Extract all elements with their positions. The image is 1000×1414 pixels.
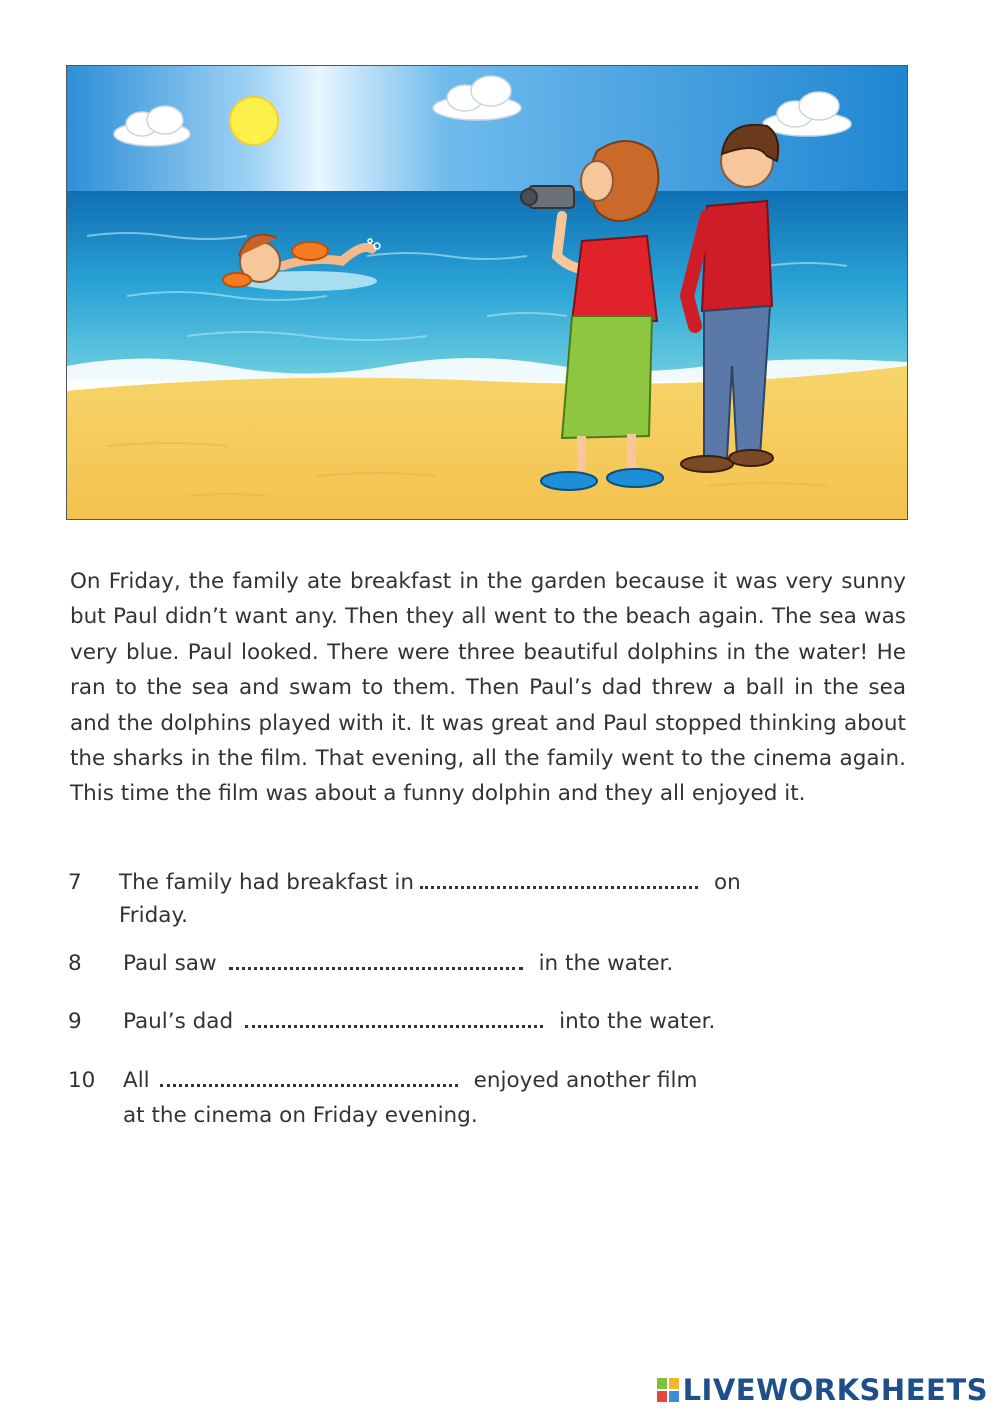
question-text-line2: Friday. <box>119 903 188 928</box>
question-10 <box>68 1068 768 1138</box>
question-number: 7 <box>68 870 82 895</box>
answer-blank[interactable] <box>245 1009 543 1028</box>
liveworksheets-logo-icon <box>657 1378 679 1402</box>
beach-scene-illustration <box>67 66 907 519</box>
answer-blank[interactable] <box>420 870 698 889</box>
question-text-after: on <box>713 870 741 895</box>
question-text-before: Paul saw <box>123 951 217 976</box>
answer-blank[interactable] <box>229 951 523 970</box>
question-text-line2: at the cinema on Friday evening. <box>123 1103 478 1128</box>
question-text-before: All <box>123 1068 150 1093</box>
question-text-before: The family had breakfast in <box>119 870 414 895</box>
sun-icon <box>230 97 278 145</box>
question-8 <box>68 951 768 987</box>
question-text-after: enjoyed another film <box>473 1068 698 1093</box>
brand-name: LIVEWORKSHEETS <box>682 1373 988 1407</box>
question-text-before: Paul’s dad <box>123 1009 234 1034</box>
question-number: 9 <box>68 1009 82 1034</box>
answer-blank[interactable] <box>160 1068 458 1087</box>
question-text-after: into the water. <box>559 1009 716 1034</box>
question-7 <box>68 870 768 940</box>
question-9 <box>68 1009 768 1045</box>
beach-illustration <box>66 65 908 520</box>
question-number: 8 <box>68 951 82 976</box>
question-number: 10 <box>68 1068 96 1093</box>
liveworksheets-logo[interactable] <box>657 1372 988 1408</box>
question-text-after: in the water. <box>538 951 674 976</box>
story-paragraph: On Friday, the family ate breakfast in the garden because it was very sunny but Paul didn’t want any. Then they all went to the beach again. The sea was very blue. Paul looked. There were three beautiful dolphins in the water! He ran to the sea and swam to them. Then Paul’s dad threw a ball in the sea and the dolphins played with it. It was great and Paul stopped thinking about the sharks in the film. That evening, all the family went to the cinema again. This time the film was about a funny dolphin and they all enjoyed it. <box>70 569 906 807</box>
